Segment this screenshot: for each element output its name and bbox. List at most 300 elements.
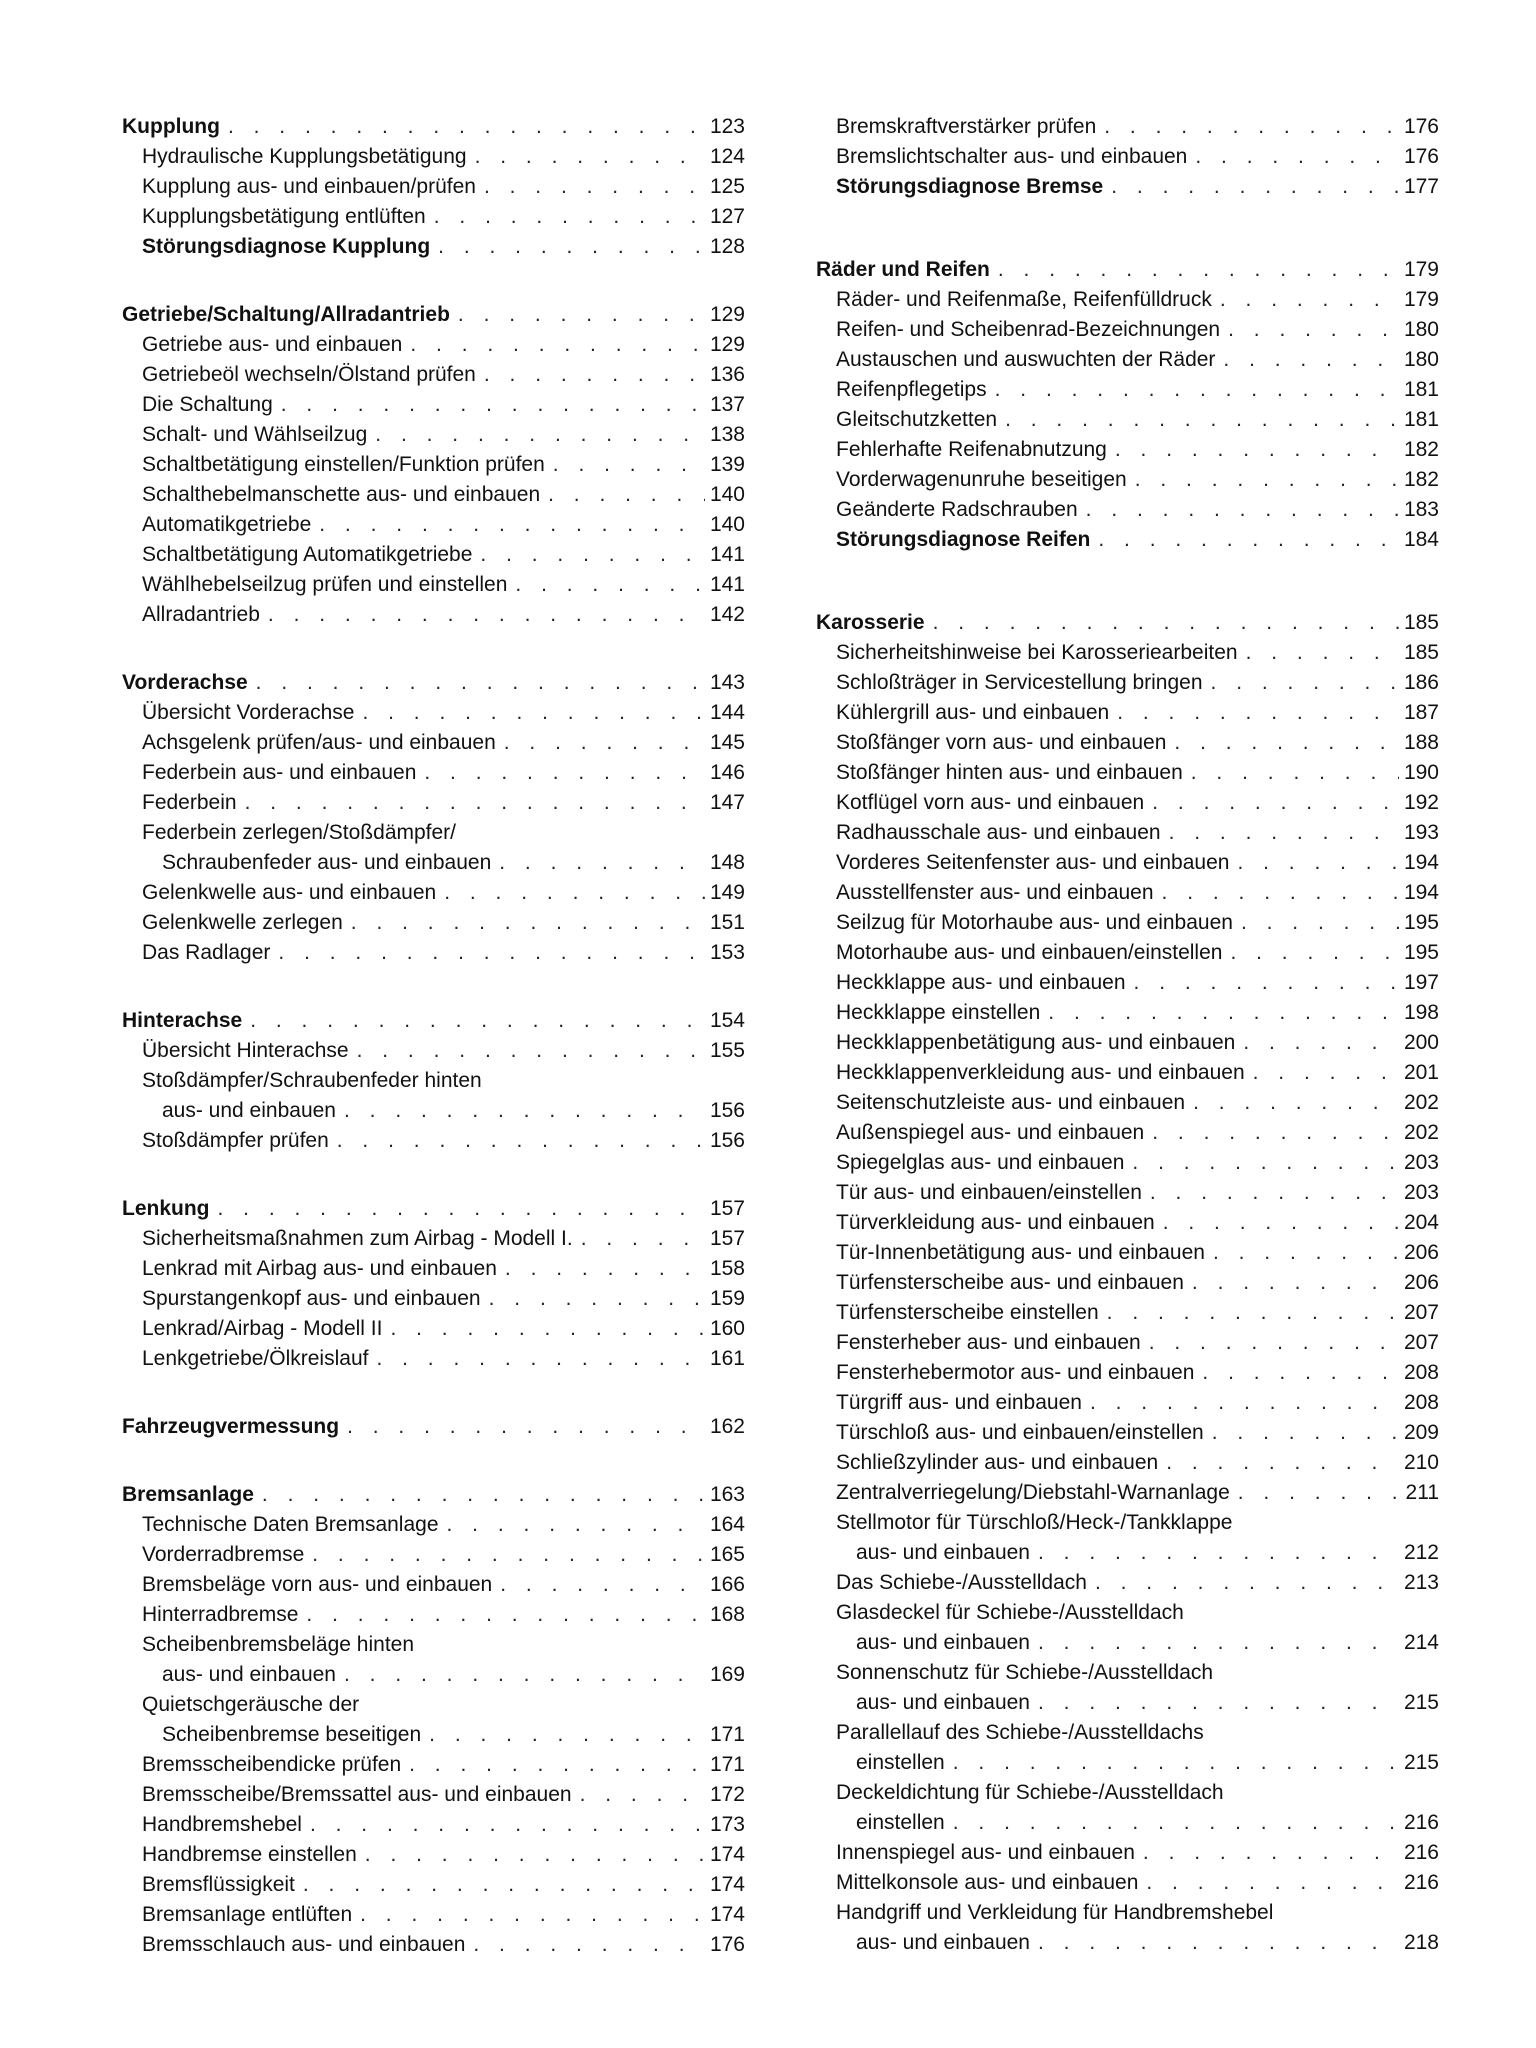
- toc-dot-leader: [304, 1540, 705, 1570]
- toc-dot-leader: [497, 1254, 705, 1284]
- toc-entry-title: Türfensterscheibe einstellen: [836, 1301, 1099, 1324]
- toc-entry[interactable]: [816, 1178, 1439, 1208]
- toc-entry-page: 156: [709, 1129, 745, 1152]
- toc-entry-title: Schalt- und Wählseilzug: [142, 423, 368, 446]
- toc-entry[interactable]: [122, 600, 745, 630]
- toc-entry-page: 166: [709, 1573, 745, 1596]
- toc-dot-leader: [1212, 285, 1399, 315]
- toc-entry-title: Lenkung: [122, 1197, 210, 1220]
- toc-entry[interactable]: [816, 728, 1439, 758]
- toc-dot-leader: [401, 1750, 705, 1780]
- toc-entry[interactable]: [816, 1268, 1439, 1298]
- toc-entry[interactable]: [122, 1690, 745, 1720]
- toc-entry-page: 176: [1403, 145, 1439, 168]
- toc-entry[interactable]: [816, 848, 1439, 878]
- toc-dot-leader: [945, 1808, 1399, 1838]
- toc-dot-leader: [1107, 435, 1399, 465]
- toc-dot-leader: [426, 202, 705, 232]
- toc-entry-page: 141: [709, 573, 745, 596]
- toc-entry[interactable]: [816, 1238, 1439, 1268]
- toc-entry-page: 148: [709, 851, 745, 874]
- toc-entry-page: 213: [1403, 1571, 1439, 1594]
- toc-entry-page: 180: [1403, 348, 1439, 371]
- toc-entry-page: 188: [1403, 731, 1439, 754]
- toc-dot-leader: [242, 1006, 705, 1036]
- toc-entry-title: Übersicht Vorderachse: [142, 701, 355, 724]
- toc-dot-leader: [472, 540, 705, 570]
- toc-entry-title: Sicherheitsmaßnahmen zum Airbag - Modell I.: [142, 1227, 573, 1250]
- toc-entry[interactable]: [122, 480, 745, 510]
- toc-dot-leader: [476, 172, 705, 202]
- toc-entry[interactable]: [122, 1630, 745, 1660]
- toc-entry-page: 123: [709, 115, 745, 138]
- toc-entry-page: 218: [1403, 1931, 1439, 1954]
- toc-entry[interactable]: [816, 1358, 1439, 1388]
- toc-entry-title: Hydraulische Kupplungsbetätigung: [142, 145, 467, 168]
- toc-entry[interactable]: [122, 1344, 745, 1374]
- toc-entry[interactable]: [122, 420, 745, 450]
- toc-entry[interactable]: [122, 390, 745, 420]
- toc-entry-title: Störungsdiagnose Kupplung: [142, 235, 431, 258]
- toc-entry-title: Türgriff aus- und einbauen: [836, 1391, 1082, 1414]
- toc-entry-page: 184: [1403, 528, 1439, 551]
- toc-entry[interactable]: [122, 1930, 745, 1960]
- toc-dot-leader: [1138, 1868, 1399, 1898]
- toc-entry-page: 174: [709, 1903, 745, 1926]
- toc-dot-leader: [352, 1900, 705, 1930]
- toc-entry-title: Heckklappe aus- und einbauen: [836, 971, 1126, 994]
- toc-entry[interactable]: [816, 1478, 1439, 1508]
- toc-entry-page: 177: [1403, 175, 1439, 198]
- toc-entry-page: 174: [709, 1843, 745, 1866]
- toc-dot-leader: [925, 608, 1399, 638]
- toc-entry[interactable]: [816, 908, 1439, 938]
- toc-entry-title: Stellmotor für Türschloß/Heck-/Tankklappe: [836, 1511, 1233, 1534]
- toc-entry-title: aus- und einbauen: [856, 1631, 1030, 1654]
- toc-entry[interactable]: [122, 1194, 745, 1224]
- toc-entry-title: Sicherheitshinweise bei Karosseriearbeiten: [836, 641, 1238, 664]
- toc-entry[interactable]: [122, 202, 745, 232]
- toc-entry[interactable]: [122, 172, 745, 202]
- toc-entry-page: 151: [709, 911, 745, 934]
- toc-entry-title: Austauschen und auswuchten der Räder: [836, 348, 1216, 371]
- toc-dot-leader: [416, 758, 705, 788]
- toc-entry[interactable]: [816, 142, 1439, 172]
- toc-entry[interactable]: [122, 360, 745, 390]
- toc-entry[interactable]: [816, 1748, 1439, 1778]
- toc-dot-leader: [1166, 728, 1399, 758]
- toc-entry-page: 181: [1403, 408, 1439, 431]
- toc-entry[interactable]: [816, 1628, 1439, 1658]
- toc-entry-title: Spurstangenkopf aus- und einbauen: [142, 1287, 481, 1310]
- toc-entry[interactable]: [816, 1658, 1439, 1688]
- toc-entry[interactable]: [122, 1510, 745, 1540]
- toc-entry[interactable]: [816, 1448, 1439, 1478]
- toc-entry-title: Ausstellfenster aus- und einbauen: [836, 881, 1154, 904]
- toc-entry-page: 179: [1403, 258, 1439, 281]
- toc-entry-page: 141: [709, 543, 745, 566]
- toc-entry-page: 211: [1405, 1481, 1439, 1504]
- toc-entry[interactable]: [122, 1284, 745, 1314]
- toc-entry-page: 182: [1403, 438, 1439, 461]
- toc-dot-leader: [987, 375, 1399, 405]
- toc-entry[interactable]: [816, 172, 1439, 202]
- toc-dot-leader: [248, 668, 705, 698]
- toc-entry[interactable]: [816, 465, 1439, 495]
- toc-entry[interactable]: [816, 1418, 1439, 1448]
- toc-entry[interactable]: [816, 1058, 1439, 1088]
- toc-entry[interactable]: [122, 698, 745, 728]
- toc-dot-leader: [1235, 1028, 1399, 1058]
- toc-entry-title: Bremsflüssigkeit: [142, 1873, 295, 1896]
- toc-entry[interactable]: [122, 938, 745, 968]
- toc-entry-page: 203: [1403, 1151, 1439, 1174]
- toc-entry[interactable]: [122, 1006, 745, 1036]
- toc-entry-page: 144: [709, 701, 745, 724]
- toc-entry[interactable]: [122, 788, 745, 818]
- toc-entry[interactable]: [122, 1254, 745, 1284]
- toc-entry-page: 128: [709, 235, 745, 258]
- toc-entry-title: Kühlergrill aus- und einbauen: [836, 701, 1110, 724]
- toc-entry[interactable]: [122, 1314, 745, 1344]
- toc-entry[interactable]: [122, 1096, 745, 1126]
- toc-entry-title: Bremskraftverstärker prüfen: [836, 115, 1097, 138]
- toc-entry[interactable]: [122, 848, 745, 878]
- toc-dot-leader: [1204, 1418, 1399, 1448]
- toc-dot-leader: [491, 848, 705, 878]
- toc-entry[interactable]: [122, 1750, 745, 1780]
- toc-dot-leader: [1141, 1328, 1399, 1358]
- toc-entry[interactable]: [122, 142, 745, 172]
- toc-dot-leader: [1135, 1838, 1399, 1868]
- toc-entry[interactable]: [122, 668, 745, 698]
- toc-entry-page: 202: [1403, 1121, 1439, 1144]
- toc-entry-title: aus- und einbauen: [856, 1541, 1030, 1564]
- toc-entry-page: 157: [709, 1197, 745, 1220]
- toc-entry[interactable]: [816, 315, 1439, 345]
- toc-entry-page: 204: [1403, 1211, 1439, 1234]
- toc-entry[interactable]: [122, 1900, 745, 1930]
- toc-dot-leader: [1215, 345, 1399, 375]
- toc-entry-page: 182: [1403, 468, 1439, 491]
- toc-entry[interactable]: [122, 1540, 745, 1570]
- toc-entry-title: Reifen- und Scheibenrad-Bezeichnungen: [836, 318, 1221, 341]
- toc-entry[interactable]: [122, 1412, 745, 1442]
- toc-entry[interactable]: [816, 758, 1439, 788]
- toc-entry[interactable]: [816, 1388, 1439, 1418]
- toc-dot-leader: [254, 1480, 705, 1510]
- toc-entry-title: Gelenkwelle aus- und einbauen: [142, 881, 437, 904]
- toc-entry-page: 206: [1403, 1271, 1439, 1294]
- toc-entry-title: Handgriff und Verkleidung für Handbremshebel: [836, 1901, 1274, 1924]
- toc-entry[interactable]: [122, 330, 745, 360]
- toc-entry-title: aus- und einbauen: [856, 1931, 1030, 1954]
- toc-dot-leader: [1082, 1388, 1399, 1418]
- toc-entry[interactable]: [816, 1688, 1439, 1718]
- toc-entry[interactable]: [122, 1660, 745, 1690]
- toc-entry-page: 139: [709, 453, 745, 476]
- toc-entry[interactable]: [816, 1568, 1439, 1598]
- toc-dot-leader: [336, 1660, 705, 1690]
- toc-entry[interactable]: [816, 818, 1439, 848]
- toc-entry[interactable]: [816, 285, 1439, 315]
- toc-entry-page: 185: [1403, 641, 1439, 664]
- toc-column-left: [122, 112, 745, 1960]
- toc-entry[interactable]: [816, 1118, 1439, 1148]
- toc-entry[interactable]: [816, 435, 1439, 465]
- toc-entry-title: Vorderes Seitenfenster aus- und einbauen: [836, 851, 1230, 874]
- toc-dot-leader: [1099, 1298, 1399, 1328]
- toc-dot-leader: [402, 330, 705, 360]
- toc-entry[interactable]: [816, 345, 1439, 375]
- toc-dot-leader: [295, 1870, 705, 1900]
- toc-entry-title: Vorderwagenunruhe beseitigen: [836, 468, 1127, 491]
- toc-entry[interactable]: [816, 1598, 1439, 1628]
- toc-entry-title: Fehlerhafte Reifenabnutzung: [836, 438, 1107, 461]
- toc-entry[interactable]: [816, 1538, 1439, 1568]
- toc-entry-page: 171: [709, 1753, 745, 1776]
- toc-entry[interactable]: [816, 968, 1439, 998]
- toc-entry[interactable]: [816, 1928, 1439, 1958]
- toc-entry[interactable]: [122, 878, 745, 908]
- toc-entry-title: aus- und einbauen: [162, 1099, 336, 1122]
- toc-entry-title: Federbein zerlegen/Stoßdämpfer/: [142, 821, 457, 844]
- toc-entry-title: Deckeldichtung für Schiebe-/Ausstelldach: [836, 1781, 1224, 1804]
- toc-entry[interactable]: [816, 998, 1439, 1028]
- toc-entry-page: 174: [709, 1873, 745, 1896]
- toc-entry-page: 156: [709, 1099, 745, 1122]
- toc-dot-leader: [1203, 668, 1399, 698]
- toc-entry[interactable]: [122, 112, 745, 142]
- toc-entry[interactable]: [816, 938, 1439, 968]
- toc-entry[interactable]: [816, 1088, 1439, 1118]
- toc-entry-page: 193: [1403, 821, 1439, 844]
- toc-entry-page: 161: [709, 1347, 745, 1370]
- toc-dot-leader: [572, 1780, 705, 1810]
- toc-entry-page: 143: [709, 671, 745, 694]
- toc-entry[interactable]: [122, 1126, 745, 1156]
- toc-dot-leader: [492, 1570, 705, 1600]
- toc-entry[interactable]: [816, 1778, 1439, 1808]
- toc-dot-leader: [467, 142, 705, 172]
- toc-entry-title: Kupplung: [122, 115, 220, 138]
- toc-entry-page: 186: [1403, 671, 1439, 694]
- toc-entry[interactable]: [122, 1780, 745, 1810]
- toc-entry[interactable]: [816, 608, 1439, 638]
- toc-entry[interactable]: [816, 788, 1439, 818]
- toc-dot-leader: [382, 1314, 705, 1344]
- toc-entry-title: Fensterhebermotor aus- und einbauen: [836, 1361, 1195, 1384]
- toc-entry-title: Bremsanlage: [122, 1483, 254, 1506]
- toc-entry-title: Kupplung aus- und einbauen/prüfen: [142, 175, 476, 198]
- toc-entry[interactable]: [816, 405, 1439, 435]
- toc-dot-leader: [336, 1096, 705, 1126]
- toc-entry-page: 153: [709, 941, 745, 964]
- toc-entry-page: 147: [709, 791, 745, 814]
- toc-entry-title: Lenkrad mit Airbag aus- und einbauen: [142, 1257, 497, 1280]
- toc-entry[interactable]: [816, 1208, 1439, 1238]
- toc-entry-page: 195: [1403, 911, 1439, 934]
- toc-entry-page: 125: [709, 175, 745, 198]
- toc-entry-title: Türfensterscheibe aus- und einbauen: [836, 1271, 1184, 1294]
- toc-entry-page: 210: [1403, 1451, 1439, 1474]
- toc-entry[interactable]: [122, 1600, 745, 1630]
- toc-entry-page: 142: [709, 603, 745, 626]
- toc-entry-title: Getriebe/Schaltung/Allradantrieb: [122, 303, 450, 326]
- toc-dot-leader: [465, 1930, 705, 1960]
- toc-entry-title: Fahrzeugvermessung: [122, 1415, 340, 1438]
- toc-entry[interactable]: [816, 112, 1439, 142]
- toc-entry-page: 164: [709, 1513, 745, 1536]
- toc-entry-page: 173: [709, 1813, 745, 1836]
- toc-entry[interactable]: [122, 1224, 745, 1254]
- toc-entry-title: Stoßdämpfer/Schraubenfeder hinten: [142, 1069, 482, 1092]
- toc-entry-title: Radhausschale aus- und einbauen: [836, 821, 1161, 844]
- toc-entry-page: 169: [709, 1663, 745, 1686]
- toc-entry-page: 215: [1403, 1691, 1439, 1714]
- toc-entry-page: 194: [1403, 881, 1439, 904]
- toc-entry-page: 216: [1403, 1841, 1439, 1864]
- toc-dot-leader: [1161, 818, 1399, 848]
- toc-entry-title: Sonnenschutz für Schiebe-/Ausstelldach: [836, 1661, 1214, 1684]
- toc-entry[interactable]: [816, 698, 1439, 728]
- toc-entry[interactable]: [122, 818, 745, 848]
- toc-entry-title: Räder und Reifen: [816, 258, 990, 281]
- toc-entry-page: 138: [709, 423, 745, 446]
- toc-dot-leader: [1127, 465, 1399, 495]
- toc-entry-title: Bremsschlauch aus- und einbauen: [142, 1933, 466, 1956]
- toc-entry-page: 165: [709, 1543, 745, 1566]
- toc-entry-title: Getriebe aus- und einbauen: [142, 333, 403, 356]
- toc-entry[interactable]: [122, 908, 745, 938]
- toc-entry-title: Schloßträger in Servicestellung bringen: [836, 671, 1203, 694]
- toc-entry-page: 183: [1403, 498, 1439, 521]
- toc-dot-leader: [298, 1600, 705, 1630]
- toc-entry[interactable]: [816, 1718, 1439, 1748]
- toc-dot-leader: [349, 1036, 705, 1066]
- toc-entry[interactable]: [816, 525, 1439, 555]
- toc-dot-leader: [273, 390, 705, 420]
- toc-dot-leader: [1030, 1628, 1399, 1658]
- toc-entry-title: Spiegelglas aus- und einbauen: [836, 1151, 1125, 1174]
- toc-entry[interactable]: [122, 450, 745, 480]
- toc-dot-leader: [1144, 788, 1399, 818]
- toc-entry[interactable]: [816, 255, 1439, 285]
- toc-entry[interactable]: [816, 1808, 1439, 1838]
- toc-entry[interactable]: [122, 1066, 745, 1096]
- toc-entry[interactable]: [122, 1570, 745, 1600]
- toc-entry[interactable]: [122, 1840, 745, 1870]
- toc-entry[interactable]: [816, 495, 1439, 525]
- toc-dot-leader: [1245, 1058, 1399, 1088]
- toc-entry[interactable]: [816, 1838, 1439, 1868]
- toc-entry[interactable]: [122, 510, 745, 540]
- toc-dot-leader: [343, 908, 705, 938]
- toc-entry[interactable]: [122, 1480, 745, 1510]
- toc-entry-title: Bremsbeläge vorn aus- und einbauen: [142, 1573, 493, 1596]
- toc-dot-leader: [1233, 908, 1399, 938]
- toc-entry-page: 198: [1403, 1001, 1439, 1024]
- toc-entry-page: 162: [709, 1415, 745, 1438]
- toc-entry-page: 190: [1403, 761, 1439, 784]
- toc-entry[interactable]: [122, 232, 745, 262]
- toc-entry-title: Räder- und Reifenmaße, Reifenfülldruck: [836, 288, 1212, 311]
- toc-dot-leader: [1090, 525, 1399, 555]
- toc-entry[interactable]: [122, 300, 745, 330]
- toc-entry-title: Schließzylinder aus- und einbauen: [836, 1451, 1159, 1474]
- toc-entry[interactable]: [122, 540, 745, 570]
- toc-entry[interactable]: [816, 1028, 1439, 1058]
- toc-entry[interactable]: [816, 1898, 1439, 1928]
- toc-dot-leader: [1126, 968, 1399, 998]
- toc-entry[interactable]: [816, 1508, 1439, 1538]
- toc-entry-page: 172: [709, 1783, 745, 1806]
- toc-dot-leader: [439, 1510, 705, 1540]
- toc-entry[interactable]: [816, 668, 1439, 698]
- toc-dot-leader: [367, 420, 705, 450]
- toc-entry[interactable]: [816, 1328, 1439, 1358]
- toc-dot-leader: [545, 450, 705, 480]
- toc-entry[interactable]: [122, 570, 745, 600]
- toc-dot-leader: [1230, 1478, 1399, 1508]
- toc-entry[interactable]: [816, 375, 1439, 405]
- toc-entry[interactable]: [122, 1810, 745, 1840]
- toc-dot-leader: [476, 360, 705, 390]
- toc-entry-title: Bremsanlage entlüften: [142, 1903, 353, 1926]
- toc-entry-page: 140: [709, 483, 745, 506]
- toc-entry[interactable]: [816, 878, 1439, 908]
- toc-entry[interactable]: [816, 1298, 1439, 1328]
- toc-entry[interactable]: [122, 758, 745, 788]
- toc-entry-title: Hinterradbremse: [142, 1603, 299, 1626]
- toc-dot-leader: [945, 1748, 1399, 1778]
- toc-dot-leader: [1222, 938, 1399, 968]
- toc-entry[interactable]: [122, 728, 745, 758]
- toc-entry-title: Lenkrad/Airbag - Modell II: [142, 1317, 383, 1340]
- toc-entry-title: Technische Daten Bremsanlage: [142, 1513, 439, 1536]
- toc-entry-title: Innenspiegel aus- und einbauen: [836, 1841, 1135, 1864]
- toc-entry[interactable]: [122, 1720, 745, 1750]
- toc-entry-title: Türverkleidung aus- und einbauen: [836, 1211, 1155, 1234]
- toc-dot-leader: [1184, 1268, 1399, 1298]
- toc-entry-page: 180: [1403, 318, 1439, 341]
- toc-entry-page: 140: [709, 513, 745, 536]
- toc-entry-page: 187: [1403, 701, 1439, 724]
- toc-entry-title: Bremsscheibendicke prüfen: [142, 1753, 402, 1776]
- toc-entry[interactable]: [122, 1036, 745, 1066]
- toc-entry-page: 149: [709, 881, 745, 904]
- toc-entry-page: 207: [1403, 1331, 1439, 1354]
- toc-entry-page: 208: [1403, 1361, 1439, 1384]
- toc-column-right: [816, 112, 1439, 1958]
- toc-entry-title: Allradantrieb: [142, 603, 260, 626]
- toc-entry-title: Schalthebelmanschette aus- und einbauen: [142, 483, 541, 506]
- toc-entry-title: Motorhaube aus- und einbauen/einstellen: [836, 941, 1223, 964]
- toc-entry[interactable]: [816, 1868, 1439, 1898]
- toc-entry-page: 214: [1403, 1631, 1439, 1654]
- toc-entry-page: 209: [1403, 1421, 1439, 1444]
- toc-entry-title: Federbein aus- und einbauen: [142, 761, 417, 784]
- toc-entry-page: 208: [1403, 1391, 1439, 1414]
- toc-entry-title: Bremslichtschalter aus- und einbauen: [836, 145, 1188, 168]
- toc-entry[interactable]: [816, 1148, 1439, 1178]
- toc-entry-title: Vorderachse: [122, 671, 248, 694]
- toc-entry[interactable]: [122, 1870, 745, 1900]
- toc-dot-leader: [1183, 758, 1399, 788]
- toc-entry-title: Parallellauf des Schiebe-/Ausstelldachs: [836, 1721, 1204, 1744]
- toc-dot-leader: [1142, 1178, 1399, 1208]
- toc-entry[interactable]: [816, 638, 1439, 668]
